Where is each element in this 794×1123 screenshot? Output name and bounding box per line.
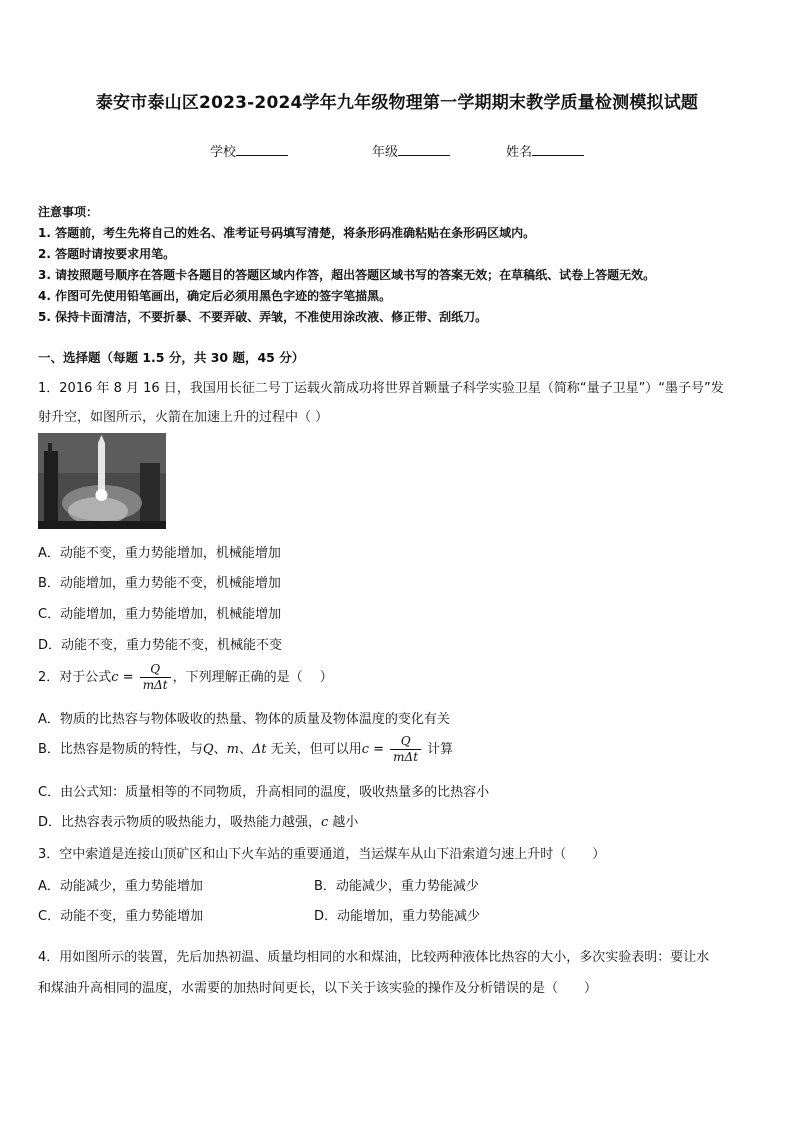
q1-stem-line2: 射升空，如图所示，火箭在加速上升的过程中（ ） xyxy=(38,410,329,425)
q3-option-a: A．动能减少，重力势能增加 xyxy=(38,879,203,894)
q2-optb-m: m xyxy=(226,742,239,757)
q2-optb-sep1: 、 xyxy=(213,742,227,757)
q2-fraction-num: Q xyxy=(140,662,171,678)
q1-option-d: D．动能不变，重力势能不变，机械能不变 xyxy=(38,638,283,653)
q4-stem-line1: 4．用如图所示的装置，先后加热初温、质量均相同的水和煤油，比较两种液体比热容的大小，多次实验表明：要让水 xyxy=(38,950,710,965)
q2-optb-fraction-den: mΔt xyxy=(393,750,419,764)
notice-title: 注意事项： xyxy=(38,205,99,219)
school-label: 学校 xyxy=(210,145,237,160)
q2-optd-prefix: D．比热容表示物质的吸热能力，吸热能力越强， xyxy=(38,815,322,830)
q2-option-b xyxy=(38,734,453,765)
section-heading: 一、选择题（每题 1.5 分，共 30 题，45 分） xyxy=(38,350,305,365)
q2-option-d xyxy=(38,811,358,830)
grade-field xyxy=(372,141,450,160)
q3-option-b: B．动能减少，重力势能减少 xyxy=(314,879,479,894)
q2-eq: = xyxy=(118,670,138,685)
q2-optb-suffix: 计算 xyxy=(423,742,454,757)
page-title: 泰安市泰山区2023-2024学年九年级物理第一学期期末教学质量检测模拟试题 xyxy=(95,93,699,113)
q1-option-a: A．动能不变，重力势能增加，机械能增加 xyxy=(38,546,281,561)
name-blank xyxy=(532,143,584,156)
q3-option-c: C．动能不变，重力势能增加 xyxy=(38,909,204,924)
q2-optd-c: c xyxy=(321,815,329,830)
q2-stem xyxy=(38,662,333,693)
q2-optb-sep2: 、 xyxy=(238,742,252,757)
q2-optb-c: c xyxy=(361,742,369,757)
q4-stem-line2: 和煤油升高相同的温度，水需要的加热时间更长，以下关于该实验的操作及分析错误的是（ ） xyxy=(38,981,598,996)
q2-fraction xyxy=(140,662,171,693)
q1-option-b: B．动能增加，重力势能不变，机械能增加 xyxy=(38,576,281,591)
q2-optb-fraction xyxy=(390,734,421,765)
name-label: 姓名 xyxy=(506,145,533,160)
q2-fraction-den: mΔt xyxy=(142,678,168,692)
notice-item: 5. 保持卡面清洁，不要折暴、不要弄破、弄皱，不准使用涂改液、修正带、刮纸刀。 xyxy=(38,310,488,324)
q2-optb-fraction-num: Q xyxy=(390,734,421,750)
q2-suffix: ，下列理解正确的是（ ） xyxy=(172,670,333,685)
name-field xyxy=(506,141,584,160)
q1-stem-line1: 1．2016 年 8 月 16 日，我国用长征二号丁运载火箭成功将世界首颗量子科学实验卫星（简称“量子卫星”）“墨子号”发 xyxy=(38,381,724,396)
notice-item: 2. 答题时请按要求用笔。 xyxy=(38,247,176,261)
notice-item: 1. 答题前，考生先将自己的姓名、准考证号码填写清楚，将条形码准确粘贴在条形码区域内。 xyxy=(38,226,536,240)
grade-label: 年级 xyxy=(372,145,399,160)
q2-prefix: 2．对于公式 xyxy=(38,670,112,685)
school-field xyxy=(210,141,288,160)
rocket-launch-photo xyxy=(38,433,166,529)
q2-optb-eq: = xyxy=(369,742,389,757)
q2-optb-dt: Δt xyxy=(251,742,267,757)
school-blank xyxy=(236,143,288,156)
q2-optb-mid: 无关，但可以用 xyxy=(266,742,362,757)
rocket-image xyxy=(38,433,166,529)
notice-item: 3. 请按照题号顺序在答题卡各题目的答题区域内作答，超出答题区域书写的答案无效；在草稿纸、试卷上答题无效。 xyxy=(38,268,656,282)
q2-option-c: C．由公式知：质量相等的不同物质，升高相同的温度，吸收热量多的比热容小 xyxy=(38,785,490,800)
q1-option-c: C．动能增加，重力势能增加，机械能增加 xyxy=(38,607,282,622)
q2-c: c xyxy=(111,670,119,685)
q3-stem: 3．空中索道是连接山顶矿区和山下火车站的重要通道，当运煤车从山下沿索道匀速上升时（ ） xyxy=(38,847,606,862)
grade-blank xyxy=(398,143,450,156)
q2-optb-q: Q xyxy=(202,742,214,757)
q2-optb-prefix: B．比热容是物质的特性，与 xyxy=(38,742,203,757)
q2-optd-suffix: 越小 xyxy=(328,815,359,830)
notice-item: 4. 作图可先使用铅笔画出，确定后必须用黑色字迹的签字笔描黑。 xyxy=(38,289,392,303)
q3-option-d: D．动能增加，重力势能减少 xyxy=(314,909,481,924)
q2-option-a: A．物质的比热容与物体吸收的热量、物体的质量及物体温度的变化有关 xyxy=(38,712,450,727)
